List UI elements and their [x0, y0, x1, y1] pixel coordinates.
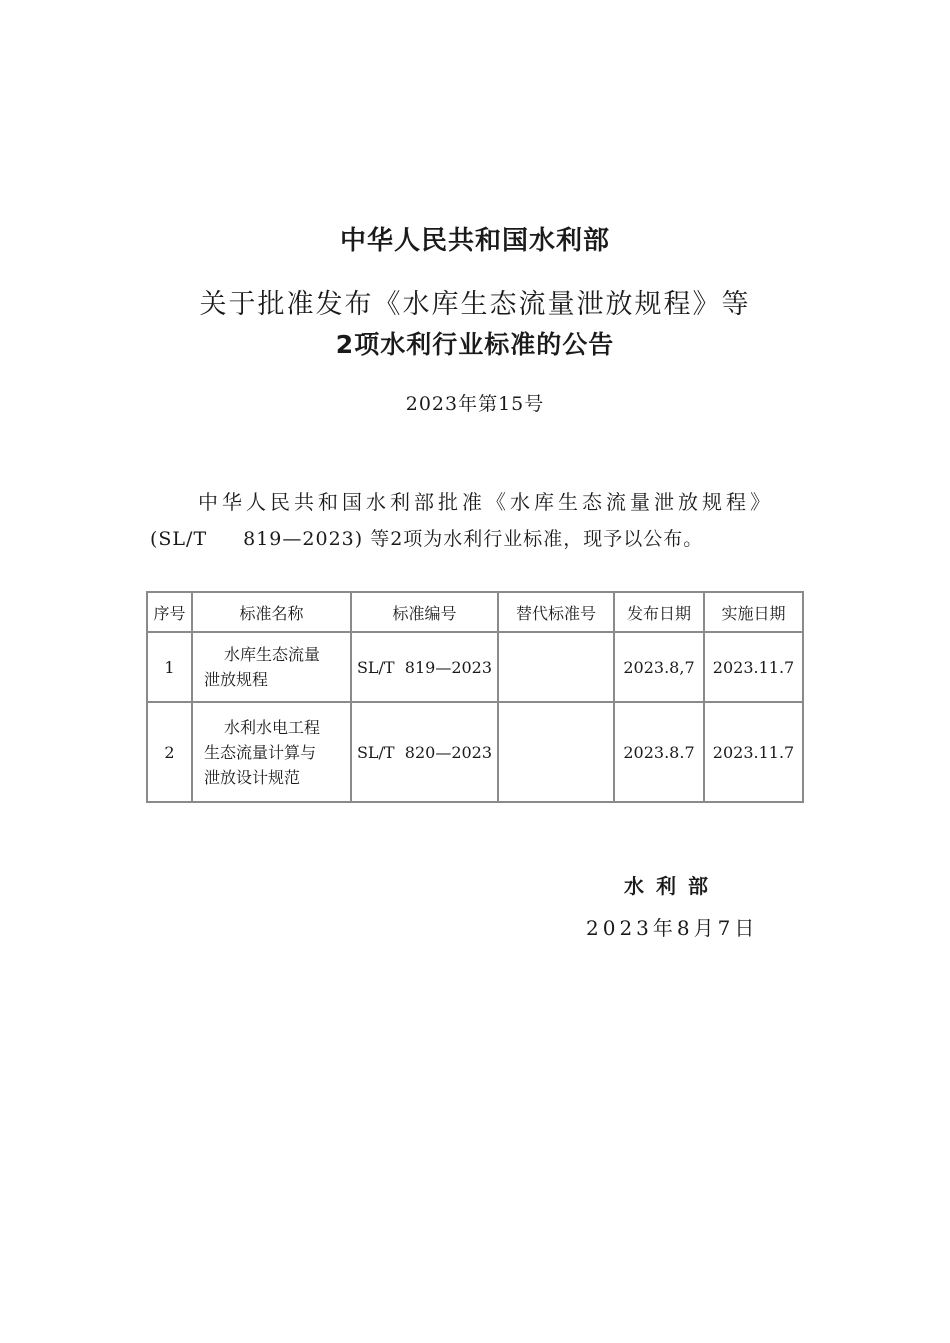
cell-issued: 2023.8.7: [614, 702, 704, 802]
header-issued: 发布日期: [614, 592, 704, 632]
cell-replaces: [498, 702, 614, 802]
header-effective: 实施日期: [704, 592, 803, 632]
body-paragraph-line2: [150, 524, 703, 551]
document-number: 2023年第15号: [405, 393, 545, 415]
signature-date: 2023年8月7日: [586, 916, 759, 940]
table-row: [147, 632, 803, 702]
cell-name-line: 水利水电工程: [224, 717, 321, 737]
notice-title-line2: 2项水利行业标准的公告: [335, 330, 615, 359]
signature-org: 水利部: [624, 874, 720, 898]
cell-name-line: 泄放规程: [204, 670, 269, 689]
cell-effective: 2023.11.7: [704, 702, 803, 802]
header-name: 标准名称: [192, 592, 351, 632]
body-paragraph-line2-rest: 819—2023) 等2项为水利行业标准，现予以公布。: [243, 528, 704, 550]
cell-index: 1: [147, 632, 192, 702]
body-paragraph-line1: 中华人民共和国水利部批准《水库生态流量泄放规程》: [198, 490, 774, 514]
table-row: [147, 702, 803, 802]
cell-name-line: 生态流量计算与: [204, 742, 317, 762]
cell-name-line: 泄放设计规范: [204, 767, 301, 787]
header-index: 序号: [147, 592, 192, 632]
cell-code: SL/T 819—2023: [351, 632, 498, 702]
header-code: 标准编号: [351, 592, 498, 632]
header-replaces: 替代标准号: [498, 592, 614, 632]
cell-index: 2: [147, 702, 192, 802]
cell-effective: 2023.11.7: [704, 632, 803, 702]
cell-replaces: [498, 632, 614, 702]
cell-name: [192, 632, 351, 702]
notice-title-line1: 关于批准发布《水库生态流量泄放规程》等: [199, 289, 751, 320]
cell-code: SL/T 820—2023: [351, 702, 498, 802]
cell-issued: 2023.8,7: [614, 632, 704, 702]
issuer-title: 中华人民共和国水利部: [339, 226, 610, 256]
table-header-row: [147, 592, 803, 632]
cell-name-line: 水库生态流量: [224, 645, 321, 664]
cell-name: [192, 702, 351, 802]
standards-table: [146, 591, 804, 803]
standard-code-prefix: (SL/T: [150, 528, 208, 550]
